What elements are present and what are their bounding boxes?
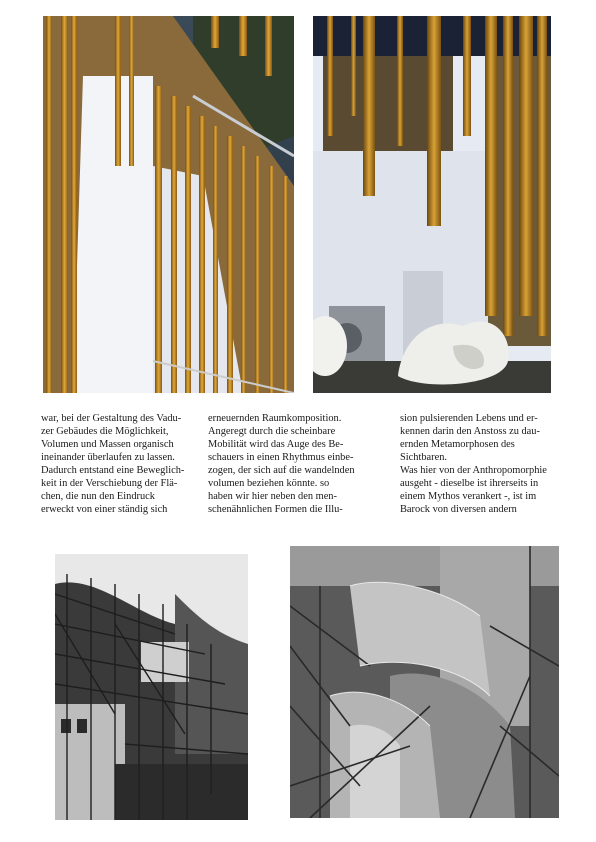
text-line: chen, die nun den Eindruck xyxy=(41,491,155,502)
text-line: sion pulsierenden Lebens und er- xyxy=(400,413,538,424)
text-line: Was hier von der Anthropomorphie xyxy=(400,465,547,476)
text-line: kennen darin den Anstoss zu dau- xyxy=(400,426,540,437)
text-line: Sichtbaren. xyxy=(400,452,448,463)
text-line: Angeregt durch die scheinbare xyxy=(208,426,336,437)
text-line: ernden Metamorphosen des xyxy=(400,439,515,450)
text-line: erweckt von einer ständig sich xyxy=(41,504,168,515)
text-line: volumen beziehen könnte. so xyxy=(208,478,330,489)
text-line: erneuernden Raumkomposition. xyxy=(208,413,342,424)
text-column-3 xyxy=(400,412,576,516)
text-line: zer Gebäudes die Möglichkeit, xyxy=(41,426,169,437)
photo-curved-formwork xyxy=(290,546,559,818)
text-line: war, bei der Gestaltung des Vadu- xyxy=(41,413,182,424)
text-line: Barock von diversen andern xyxy=(400,504,517,515)
text-line: zogen, der sich auf die wandelnden xyxy=(208,465,355,476)
text-line: einem Mythos verankert -, ist im xyxy=(400,491,537,502)
photo-facade-golden-fins xyxy=(43,16,294,393)
text-line: Mobilität wird das Auge des Be- xyxy=(208,439,344,450)
photo-construction-scaffolding xyxy=(55,554,248,820)
text-line: Dadurch entstand eine Beweglich- xyxy=(41,465,185,476)
text-line: Volumen und Massen organisch xyxy=(41,439,174,450)
text-line: schauers in einen Rhythmus einbe- xyxy=(208,452,354,463)
text-column-2 xyxy=(208,412,384,516)
text-line: ineinander überlaufen zu lassen. xyxy=(41,452,175,463)
text-line: haben wir hier neben den men- xyxy=(208,491,337,502)
text-line: keit in der Verschiebung der Flä- xyxy=(41,478,178,489)
text-line: schenähnlichen Formen die Illu- xyxy=(208,504,343,515)
photo-building-corner-sculpture xyxy=(313,16,551,393)
text-line: ausgeht - dieselbe ist ihrerseits in xyxy=(400,478,539,489)
text-column-1 xyxy=(41,412,217,516)
